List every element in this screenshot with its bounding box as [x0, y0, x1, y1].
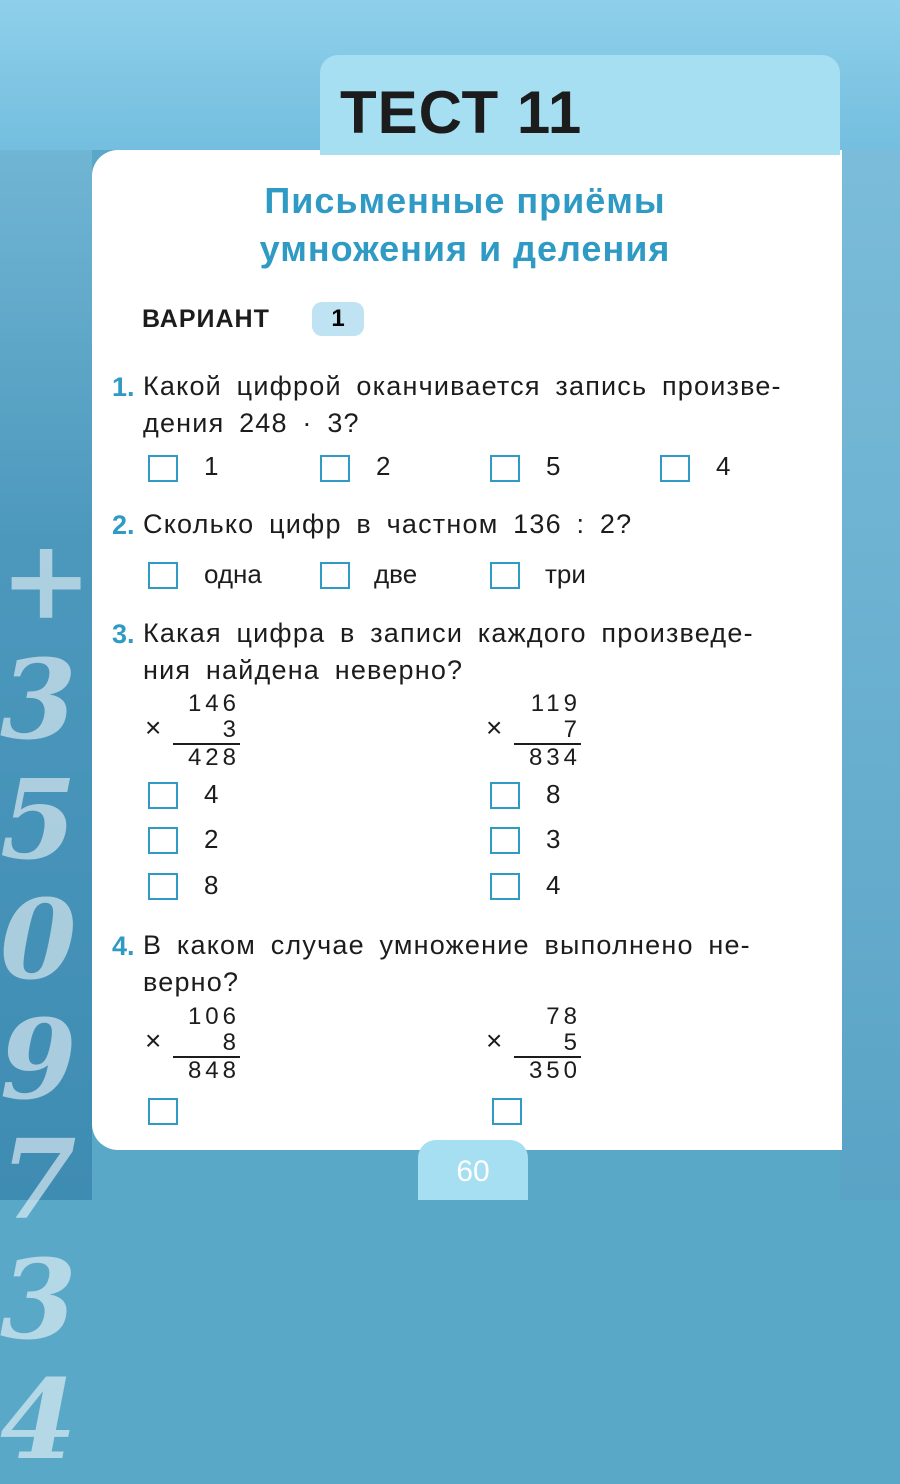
subtitle-line-1: Письменные приёмы — [264, 180, 666, 221]
question-4-number: 4. — [112, 931, 135, 961]
question-4-line-2: верно? — [143, 967, 240, 997]
question-4-line-1: В каком случае умножение выполнено не- — [143, 930, 751, 960]
q1-option-2-checkbox[interactable] — [320, 455, 350, 482]
q2-option-1-checkbox[interactable] — [148, 562, 178, 589]
q2-option-2-label: две — [374, 559, 418, 589]
question-1-text — [143, 368, 855, 442]
q4-right-checkbox[interactable] — [492, 1098, 522, 1125]
calc-result: 848 — [187, 1057, 240, 1084]
calc-multiplicand: 119 — [530, 690, 581, 717]
question-3-number: 3. — [112, 619, 135, 649]
question-3-text — [143, 615, 855, 689]
multiply-sign: × — [486, 712, 503, 743]
calc-multiplier: 5 — [563, 1029, 581, 1056]
q1-option-2-label: 2 — [376, 451, 391, 481]
question-1-line-2: дения 248 · 3? — [143, 408, 360, 438]
question-1-line-1: Какой цифрой оканчивается запись произве- — [143, 371, 782, 401]
question-3-line-2: ния найдена неверно? — [143, 655, 464, 685]
q3-right-option-3-label: 4 — [546, 870, 561, 900]
calc-multiplicand: 106 — [187, 1003, 240, 1030]
calc-multiplier: 3 — [222, 716, 240, 743]
q4-left-checkbox[interactable] — [148, 1098, 178, 1125]
q3-left-option-2-label: 2 — [204, 824, 219, 854]
right-decorative-band — [840, 0, 900, 1200]
q3-left-option-1-label: 4 — [204, 779, 219, 809]
q3-right-option-1-label: 8 — [546, 779, 561, 809]
calc-multiplicand: 146 — [187, 690, 240, 717]
q3-left-option-2-checkbox[interactable] — [148, 827, 178, 854]
q3-left-option-3-label: 8 — [204, 870, 219, 900]
calc-result: 350 — [528, 1057, 581, 1084]
q2-option-3-label: три — [545, 559, 586, 589]
q1-option-4-checkbox[interactable] — [660, 455, 690, 482]
calc-result: 428 — [187, 744, 240, 771]
page-number: 60 — [418, 1140, 528, 1200]
q3-right-option-2-checkbox[interactable] — [490, 827, 520, 854]
q3-left-option-1-checkbox[interactable] — [148, 782, 178, 809]
calc-multiplier: 7 — [563, 716, 581, 743]
q2-option-3-checkbox[interactable] — [490, 562, 520, 589]
multiply-sign: × — [486, 1025, 503, 1056]
variant-label: ВАРИАНТ — [142, 305, 270, 333]
q2-option-2-checkbox[interactable] — [320, 562, 350, 589]
q3-calc-left — [145, 690, 240, 780]
question-3-line-1: Какая цифра в записи каждого произведе- — [143, 618, 754, 648]
q1-option-1-checkbox[interactable] — [148, 455, 178, 482]
q3-left-option-3-checkbox[interactable] — [148, 873, 178, 900]
q1-option-3-checkbox[interactable] — [490, 455, 520, 482]
q4-calc-left — [145, 1003, 240, 1093]
q4-calc-right — [486, 1003, 581, 1093]
q3-calc-right — [486, 690, 581, 780]
variant-number: 1 — [312, 302, 364, 336]
question-4-text — [143, 927, 855, 1001]
q2-option-1-label: одна — [204, 559, 262, 589]
question-1-number: 1. — [112, 372, 135, 402]
subtitle-line-2: умножения и деления — [259, 228, 671, 269]
calc-multiplier: 8 — [222, 1029, 240, 1056]
calc-multiplicand: 78 — [546, 1003, 581, 1030]
question-2-number: 2. — [112, 510, 135, 540]
q3-right-option-3-checkbox[interactable] — [490, 873, 520, 900]
question-2-text: Сколько цифр в частном 136 : 2? — [143, 509, 633, 539]
q1-option-1-label: 1 — [204, 451, 219, 481]
multiply-sign: × — [145, 1025, 162, 1056]
multiply-sign: × — [145, 712, 162, 743]
decorative-digits: + 3 5 0 9 7 3 4 — [0, 515, 93, 1484]
q1-option-3-label: 5 — [546, 451, 561, 481]
q3-right-option-2-label: 3 — [546, 824, 561, 854]
q1-option-4-label: 4 — [716, 451, 731, 481]
test-title: ТЕСТ 11 — [340, 79, 583, 146]
q3-right-option-1-checkbox[interactable] — [490, 782, 520, 809]
calc-result: 834 — [528, 744, 581, 771]
